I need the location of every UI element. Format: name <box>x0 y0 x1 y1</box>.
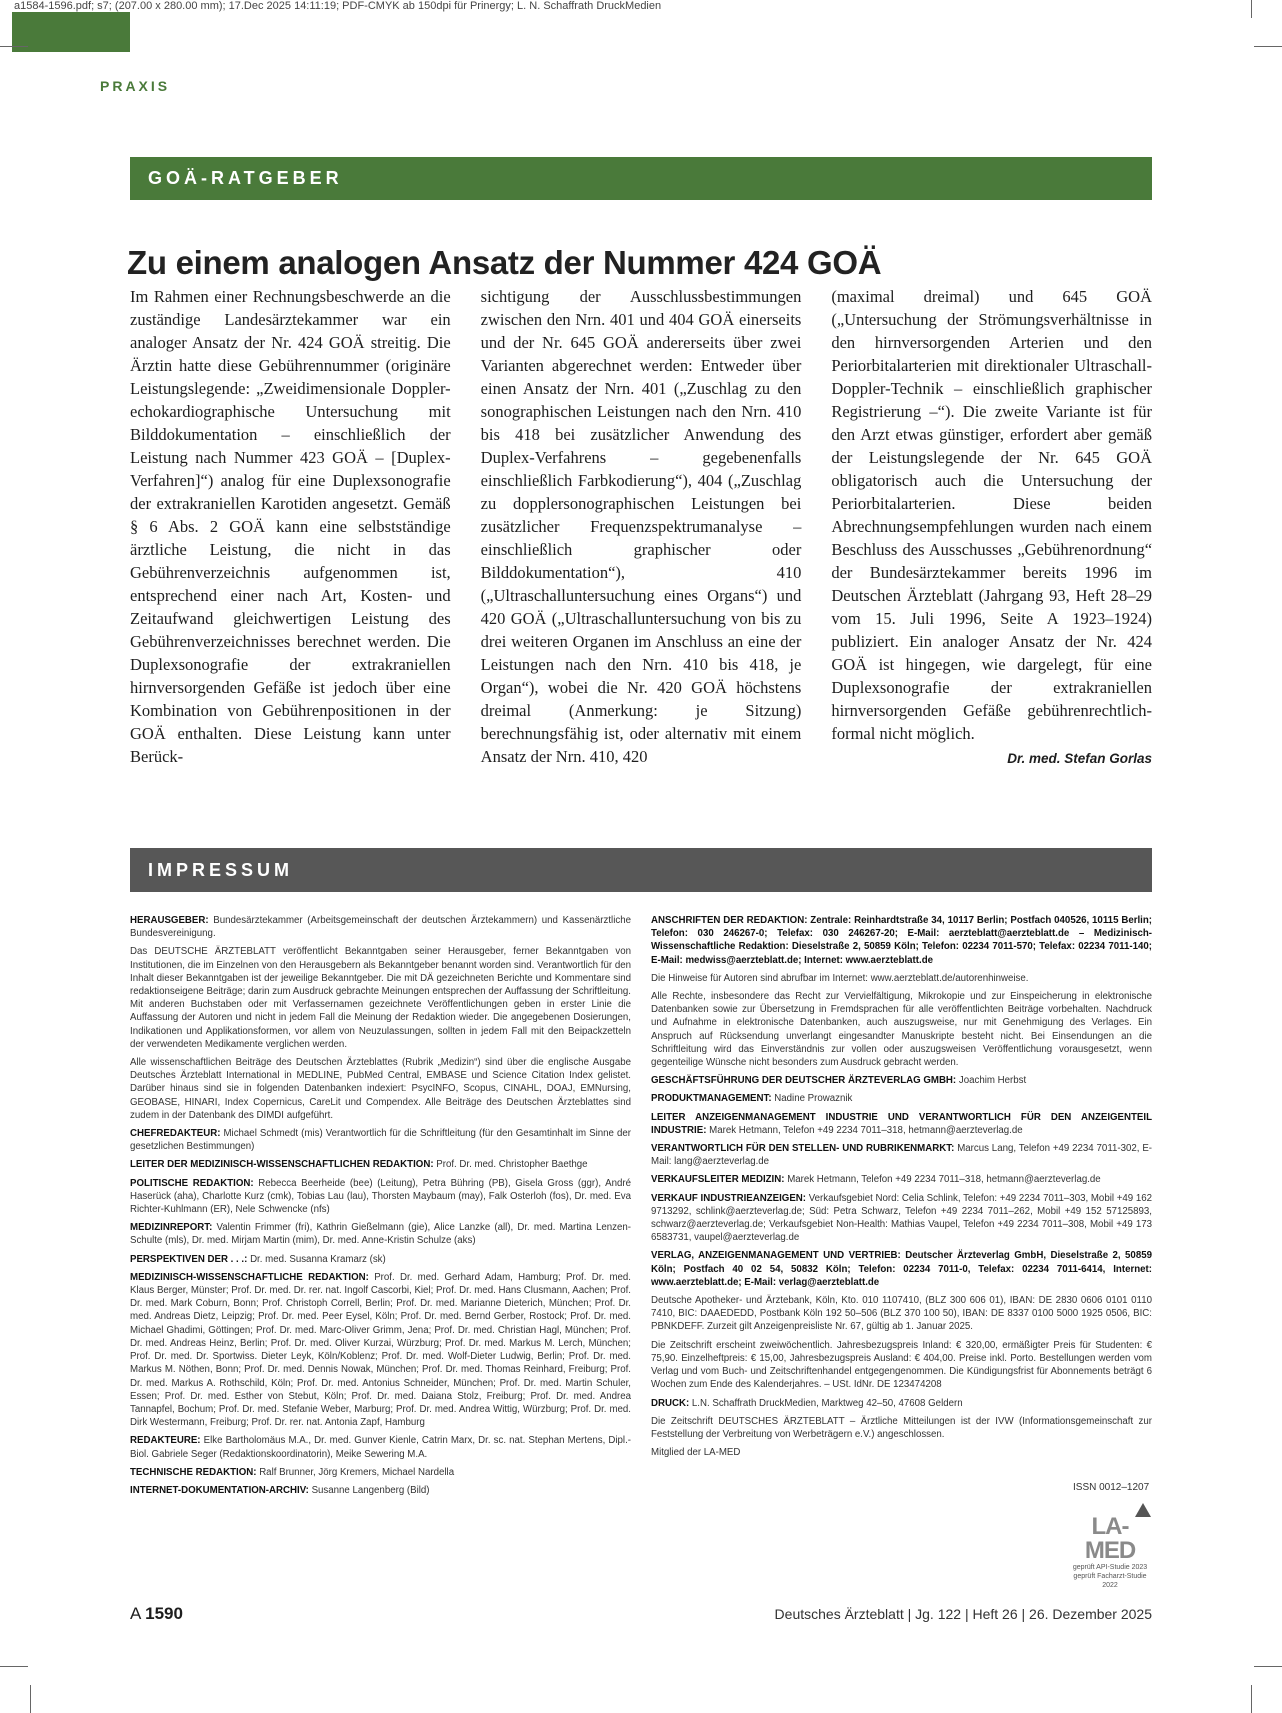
impressum-heading: MEDIZINREPORT: <box>130 1222 213 1234</box>
impressum-heading: TECHNISCHE REDAKTION: <box>130 1466 257 1478</box>
impressum-entry <box>130 1221 631 1247</box>
la-med-logo-text: LA-MED <box>1084 1513 1136 1564</box>
impressum-text: Verkaufsgebiet Nord: Celia Schlink, Telefon: +49 2234 7011–303, Mobil +49 162 9713292, schlink@aerzteverlag.de; Süd: Petra Schwarz, Telefon +49 2234 7011–262, Mobil +49 152 57125893, schwarz@aerzteverlag.de; Verkaufsgebiet Non-Health: Mathias Vaupel, Telefon +49 2234 7011–308, Mobil +49 173 6583731, vaupel@aerzteverlag.de <box>651 1192 1152 1244</box>
print-info: a1584-1596.pdf; s7; (207.00 x 280.00 mm); 17.Dec 2025 14:11:19; PDF-CMYK ab 150dpi für Prinergy; L. N. Schaffrath DruckMedien <box>14 0 662 12</box>
journal-info: Deutsches Ärzteblatt | Jg. 122 | Heft 26 | 26. Dezember 2025 <box>774 1606 1152 1622</box>
impressum-entry <box>651 990 1152 1069</box>
article-paragraph: (maximal dreimal) und 645 GOÄ („Untersuchung der Strömungsverhältnisse in den hirnversorgenden Arterien und den Periorbitalarterien mit direktionaler Ultraschall-Doppler-Technik – einschließlich graphischer Registrierung –“). Die zweite Variante ist für den Arzt etwas günstiger, erfordert aber gemäß der Leistungslegende der Nr. 645 GOÄ obligatorisch auch die Untersuchung der Periorbitalarterien. Diese beiden Abrechnungsempfehlungen wurden nach einem Beschluss des Ausschusses „Gebührenordnung“ der Bundesärztekammer bereits 1996 im Deutschen Ärzteblatt (Jahrgang 93, Heft 28–29 vom 15. Juli 1996, Seite A 1923–1924) publiziert. Ein analoger Ansatz der Nr. 424 GOÄ ist hingegen, wie dargelegt, für eine Duplexsonografie der extrakraniellen hirnversorgenden Gefäße gebührenrechtlich-formal nicht möglich. <box>831 287 1153 743</box>
page-number <box>130 1604 183 1624</box>
article-title: Zu einem analogen Ansatz der Nummer 424 GOÄ <box>127 244 882 282</box>
impressum-entry <box>651 1294 1152 1334</box>
impressum-entry <box>130 1253 631 1266</box>
impressum-text: Mitglied der LA-MED <box>651 1447 741 1459</box>
section-color-tab <box>12 12 130 52</box>
impressum-entry <box>130 1056 631 1122</box>
impressum-text: Valentin Frimmer (fri), Kathrin Gießelmann (gie), Alice Lanzke (all), Dr. med. Martina Lenzen-Schulte (mls), Dr. med. Mirjam Martin (mim), Dr. med. Anne-Kristin Schulze (aks) <box>130 1222 631 1247</box>
impressum-column-left <box>130 914 631 1502</box>
crop-mark <box>0 46 28 47</box>
impressum-body <box>130 914 1152 1502</box>
impressum-heading: REDAKTEURE: <box>130 1435 201 1447</box>
impressum-text: Dr. med. Susanna Kramarz (sk) <box>250 1253 386 1265</box>
crop-mark <box>30 1685 31 1713</box>
impressum-entry <box>651 972 1152 985</box>
impressum-heading: POLITISCHE REDAKTION: <box>130 1177 254 1189</box>
impressum-entry <box>130 1434 631 1460</box>
impressum-entry <box>651 914 1152 967</box>
impressum-heading: MEDIZINISCH-WISSENSCHAFTLICHE REDAKTION: <box>130 1271 369 1283</box>
impressum-text: Michael Schmedt (mis) Verantwortlich für die Schriftleitung (für den Gesamtinhalt im Sinne der gesetzlichen Bestimmungen) <box>130 1128 631 1153</box>
impressum-heading: VERLAG, ANZEIGENMANAGEMENT UND VERTRIEB: Deutscher Ärzteverlag GmbH, Dieselstraße 2, 50859 Köln; Postfach 40 02 54, 50832 Köln; Telefon: 02234 7011-0, Telefax: 02234 7011-6414, Internet: www.aerzteblatt.de; E-Mail: verlag@aerzteblatt.de <box>651 1250 1152 1288</box>
crop-mark <box>1251 1685 1252 1713</box>
la-med-logo-sub: geprüft API-Studie 2023 <box>1072 1564 1148 1571</box>
impressum-label: IMPRESSUM <box>148 859 294 880</box>
impressum-text: Nadine Prowaznik <box>774 1093 853 1105</box>
impressum-text: Prof. Dr. med. Gerhard Adam, Hamburg; Prof. Dr. med. Klaus Berger, Münster; Prof. Dr. med. Dr. rer. nat. Ingolf Cascorbi, Kiel; Prof. Dr. med. Hans Clusmann, Aachen; Prof. Dr. med. Mark Coburn, Bonn; Prof. Christoph Correll, Berlin; Prof. Dr. med. Marianne Dieterich, München; Prof. Dr. med. Andreas Dietz, Leipzig; Prof. Dr. med. Peer Eysel, Köln; Prof. Dr. med. Bernd Gerber, Rostock; Prof. Dr. med. Michael Ghadimi, Göttingen; Prof. Dr. med. Marc-Oliver Grimm, Jena; Prof. Dr. med. Christian Hagl, München; Prof. Dr. med. Andreas Heinz, Berlin; Prof. Dr. med. Oliver Kurzai, Würzburg; Prof. Dr. med. Markus M. Lerch, München; Prof. Dr. med. Dr. Sportwiss. Dieter Leyk, Köln/Koblenz; Prof. Dr. med. Wolf-Dieter Ludwig, Berlin; Prof. Dr. med. Markus M. Nöthen, Bonn; Prof. Dr. med. Dennis Nowak, München; Prof. Dr. med. Thomas Reinhard, Freiburg; Prof. Dr. med. Markus A. Rothschild, Köln; Prof. Dr. med. Antonius Schneider, München; Prof. Dr. med. Martin Schuler, Essen; Prof. Dr. med. Esther von Stebut, Köln; Prof. Dr. med. Daiana Stolz, Freiburg; Prof. Dr. med. Andrea Tannapfel, Bochum; Prof. Dr. med. Stefanie Weber, Marburg; Prof. Dr. med. Andrea Wittig, Würzburg; Prof. Dr. med. Dirk Westermann, Freiburg; Prof. Dr. rer. nat. Antonia Zapf, Hamburg <box>130 1271 631 1429</box>
impressum-heading: VERKAUF INDUSTRIEANZEIGEN: <box>651 1192 807 1204</box>
impressum-entry <box>651 1249 1152 1289</box>
page-prefix: A <box>130 1604 141 1623</box>
impressum-text: Alle wissenschaftlichen Beiträge des Deutschen Ärzteblattes (Rubrik „Medizin“) sind über die englische Ausgabe Deutsches Ärzteblatt International in MEDLINE, PubMed Central, EMBASE und Science Citation Index gelistet. Darüber hinaus sind sie in folgenden Datenbanken indexiert: PsycINFO, Scopus, CINAHL, DOAJ, EMNursing, GEOBASE, HINARI, Index Copernicus, CareLit und Compendex. Alle Beiträge des Deutschen Ärzteblattes sind zudem in der Datenbank des DIMDI aufgeführt. <box>130 1057 631 1121</box>
la-med-logo-sub: geprüft Facharzt-Studie 2022 <box>1073 1573 1147 1589</box>
impressum-heading: ANSCHRIFTEN DER REDAKTION: Zentrale: Reinhardtstraße 34, 10117 Berlin; Postfach 040526, 10115 Berlin; Telefon: 030 246267-0; Telefax: 030 246267-20; E-Mail: aerzteblatt@aerzteblatt.de – Medizinisch-Wissenschaftliche Redaktion: Dieselstraße 2, 50859 Köln; Telefon: 02234 7011-570; Telefax: 02234 7011-140; E-Mail: medwiss@aerzteblatt.de; Internet: www.aerzteblatt.de <box>651 915 1152 966</box>
impressum-entry <box>651 1142 1152 1168</box>
article-paragraph: sichtigung der Ausschlussbestimmungen zwischen den Nrn. 401 und 404 GOÄ einerseits und der Nr. 645 GOÄ andererseits über zwei Varianten abgerechnet werden: Entweder über einen Ansatz der Nrn. 401 („Zuschlag zu den sonographischen Leistungen nach den Nrn. 410 bis 418 bei zusätzlicher Anwendung des Duplex-Verfahrens – gegebenenfalls einschließlich Farbkodierung“), 404 („Zuschlag zu dopplersonographischen Leistungen bei zusätzlicher Frequenzspektrumanalyse – einschließlich graphischer oder Bilddokumentation“), 410 („Ultraschalluntersuchung eines Organs“) und 420 GOÄ („Ultraschalluntersuchung von bis zu drei weiteren Organen im Anschluss an eine der Leistungen nach den Nrn. 410 bis 418, je Organ“), wobei die Nr. 420 GOÄ höchstens dreimal (Anmerkung: je Sitzung) berechnungsfähig ist, oder alternativ mit einem Ansatz der Nrn. 410, 420 <box>480 287 802 766</box>
impressum-entry <box>651 1192 1152 1245</box>
impressum-entry <box>651 1339 1152 1392</box>
impressum-entry <box>651 1092 1152 1105</box>
impressum-text: Marek Hetmann, Telefon +49 2234 7011–318, hetmann@aerzteverlag.de <box>787 1174 1101 1186</box>
impressum-text: Marek Hetmann, Telefon +49 2234 7011–318, hetmann@aerzteverlag.de <box>709 1124 1023 1136</box>
la-med-logo <box>1068 1515 1152 1590</box>
impressum-text: L.N. Schaffrath DruckMedien, Marktweg 42–50, 47608 Geldern <box>691 1397 963 1409</box>
impressum-text: Alle Rechte, insbesondere das Recht zur Vervielfältigung, Mikrokopie und zur Einspeicherung in elektronische Datenbanken sowie zur Übersetzung in Fremdsprachen für alle veröffentlichten Beiträge vorbehalten. Nachdruck und Aufnahme in elektronische Datenbanken, auch auszugsweise, nur mit Genehmigung des Verlages. Ein Anspruch auf Rücksendung unverlangt eingesandter Manuskripte besteht nicht. Bei Einsendungen an die Schriftleitung wird das Einverständnis zur vollen oder auszugsweisen Veröffentlichung vorausgesetzt, wenn gegenteilige Wünsche nicht besonders zum Ausdruck gebracht werden. <box>651 991 1152 1069</box>
impressum-entry <box>130 1484 631 1497</box>
impressum-entry <box>651 1415 1152 1441</box>
impressum-heading: LEITER ANZEIGENMANAGEMENT INDUSTRIE UND VERANTWORTLICH FÜR DEN ANZEIGENTEIL INDUSTRIE: <box>651 1111 1152 1136</box>
article-body <box>130 285 1152 770</box>
impressum-entry <box>130 1177 631 1217</box>
impressum-text: Das DEUTSCHE ÄRZTEBLATT veröffentlicht Bekanntgaben seiner Herausgeber, ferner Bekanntgaben von Institutionen, die im Einzelnen von den Herausgebern als Bekanntgeber benannt worden sind. Verantwortlich für den Inhalt dieser Bekanntgaben ist der jeweilige Bekanntgeber. Die mit DÄ gezeichneten Berichte und Kommentare sind redaktionseigene Beiträge; darin zum Ausdruck gebrachte Meinungen entsprechen der Auffassung der Schriftleitung. Mit anderen Buchstaben oder mit Verfassernamen gezeichnete Veröffentlichungen geben in erster Linie die Auffassung der Autoren und nicht in jedem Fall die Meinung der Redaktion wieder. Die angegebenen Dosierungen, Indikationen und Applikationsformen, vor allem von Neuzulassungen, sollten in jedem Fall mit den Beipackzetteln der verwendeten Medikamente verglichen werden. <box>130 946 631 1050</box>
impressum-entry <box>130 914 631 940</box>
impressum-text: Die Hinweise für Autoren sind abrufbar im Internet: www.aerzteblatt.de/autorenhinweise. <box>651 972 1029 984</box>
impressum-heading: HERAUSGEBER: <box>130 915 209 926</box>
impressum-text: Deutsche Apotheker- und Ärztebank, Köln, Kto. 010 1107410, (BLZ 300 606 01), IBAN: DE 2830 0606 0101 0110 7410, BIC: DAAEDEDD, Postbank Köln 192 50–506 (BLZ 370 100 50), IBAN: DE 8337 0100 5000 1925 0506, BIC: PBNKDEFF. Zurzeit gilt Anzeigenpreisliste Nr. 67, gültig ab 1. Januar 2025. <box>651 1295 1152 1333</box>
article-column-3 <box>831 285 1152 770</box>
impressum-heading: VERANTWORTLICH FÜR DEN STELLEN- UND RUBRIKENMARKT: <box>651 1143 955 1155</box>
impressum-text: Die Zeitschrift DEUTSCHES ÄRZTEBLATT – Ärztliche Mitteilungen ist der IVW (Informationsgemeinschaft zur Feststellung der Verbreitung von Werbeträgern e.V.) angeschlossen. <box>651 1415 1152 1440</box>
article-label-bar <box>130 157 1152 200</box>
crop-mark <box>1254 1666 1282 1667</box>
impressum-bar <box>130 848 1152 892</box>
impressum-text: Ralf Brunner, Jörg Kremers, Michael Nardella <box>259 1466 455 1478</box>
impressum-entry <box>651 1074 1152 1087</box>
article-column-1 <box>130 285 451 770</box>
page-number-value: 1590 <box>145 1604 183 1623</box>
impressum-entry <box>651 1173 1152 1186</box>
impressum-heading: GESCHÄFTSFÜHRUNG DER DEUTSCHER ÄRZTEVERLAG GMBH: <box>651 1075 957 1087</box>
crop-mark <box>1254 46 1282 47</box>
impressum-entry <box>130 1158 631 1171</box>
impressum-entry <box>651 1446 1152 1459</box>
impressum-heading: INTERNET-DOKUMENTATION-ARCHIV: <box>130 1484 309 1496</box>
article-label: GOÄ-RATGEBER <box>148 168 343 188</box>
impressum-heading: LEITER DER MEDIZINISCH-WISSENSCHAFTLICHEN REDAKTION: <box>130 1159 434 1171</box>
crop-mark <box>1251 0 1252 18</box>
impressum-heading: PRODUKTMANAGEMENT: <box>651 1093 772 1105</box>
impressum-entry <box>130 1466 631 1479</box>
impressum-entry <box>130 945 631 1051</box>
article-author: Dr. med. Stefan Gorlas <box>1007 751 1153 766</box>
impressum-entry <box>651 1397 1152 1410</box>
impressum-entry <box>130 1127 631 1153</box>
article-paragraph: Im Rahmen einer Rechnungsbeschwerde an die zuständige Landesärztekammer war ein analoger Ansatz der Nr. 424 GOÄ streitig. Die Ärztin hatte diese Gebührennummer (originäre Leistungslegende: „Zweidimensionale Doppler-echokardiographische Untersuchung mit Bilddokumentation – einschließlich der Leistung nach Nummer 423 GOÄ – [Duplex-Verfahren]“) analog für eine Duplexsonografie der extrakraniellen Karotiden angesetzt. Gemäß § 6 Abs. 2 GOÄ kann eine selbstständige ärztliche Leistung, die nicht in das Gebührenverzeichnis aufgenommen ist, entsprechend einer nach Art, Kosten- und Zeitaufwand gleichwertigen Leistung des Gebührenverzeichnisses berechnet werden. Die Duplexsonografie der extrakraniellen hirnversorgenden Gefäße ist jedoch über eine Kombination von Gebührenpositionen in der GOÄ enthalten. Diese Leistung kann unter Berück- <box>130 287 451 766</box>
impressum-heading: DRUCK: <box>651 1397 690 1409</box>
section-label: PRAXIS <box>100 78 171 94</box>
issn: ISSN 0012–1207 <box>1073 1482 1150 1493</box>
crop-mark <box>0 1666 28 1667</box>
impressum-text: Elke Bartholomäus M.A., Dr. med. Gunver Kienle, Catrin Marx, Dr. sc. nat. Stephan Mertens, Dipl.-Biol. Gabriele Seger (Redaktionskoordinatorin), Meike Sewering M.A. <box>130 1435 631 1460</box>
impressum-text: Marcus Lang, Telefon +49 2234 7011-302, E-Mail: lang@aerzteverlag.de <box>651 1143 1153 1168</box>
impressum-entry <box>651 1111 1152 1137</box>
impressum-text: Rebecca Beerheide (bee) (Leitung), Petra Bühring (PB), Gisela Gross (ggr), André Haserück (aha), Charlotte Kurz (cmk), Tobias Lau (lau), Thorsten Maybaum (may), Falk Osterloh (fos), Dr. med. Eva Richter-Kuhlmann (ER), Nele Schwencke (nfs) <box>130 1177 631 1216</box>
impressum-text: Die Zeitschrift erscheint zweiwöchentlich. Jahresbezugspreis Inland: € 320,00, ermäßigter Preis für Studenten: € 75,90. Einzelheftpreis: € 15,00, Jahresbezugspreis Ausland: € 404,00. Preise inkl. Porto. Bestellungen werden vom Verlag und vom Buch- und Zeitschriftenhandel entgegengenommen. Die Kündigungsfrist für Abonnements beträgt 6 Wochen zum Ende des Kalenderjahres. – USt. IdNr. DE 123474208 <box>651 1339 1152 1391</box>
impressum-text: Joachim Herbst <box>958 1075 1027 1087</box>
impressum-text: Susanne Langenberg (Bild) <box>311 1484 430 1496</box>
impressum-entry <box>130 1271 631 1429</box>
impressum-heading: VERKAUFSLEITER MEDIZIN: <box>651 1174 785 1186</box>
article-column-2 <box>481 285 802 770</box>
impressum-text: Bundesärztekammer (Arbeitsgemeinschaft der deutschen Ärztekammern) und Kassenärztliche Bundesvereinigung. <box>130 915 631 940</box>
impressum-heading: CHEFREDAKTEUR: <box>130 1128 221 1140</box>
impressum-column-right <box>651 914 1152 1502</box>
impressum-text: Prof. Dr. med. Christopher Baethge <box>436 1159 588 1171</box>
impressum-heading: PERSPEKTIVEN DER . . .: <box>130 1253 248 1265</box>
